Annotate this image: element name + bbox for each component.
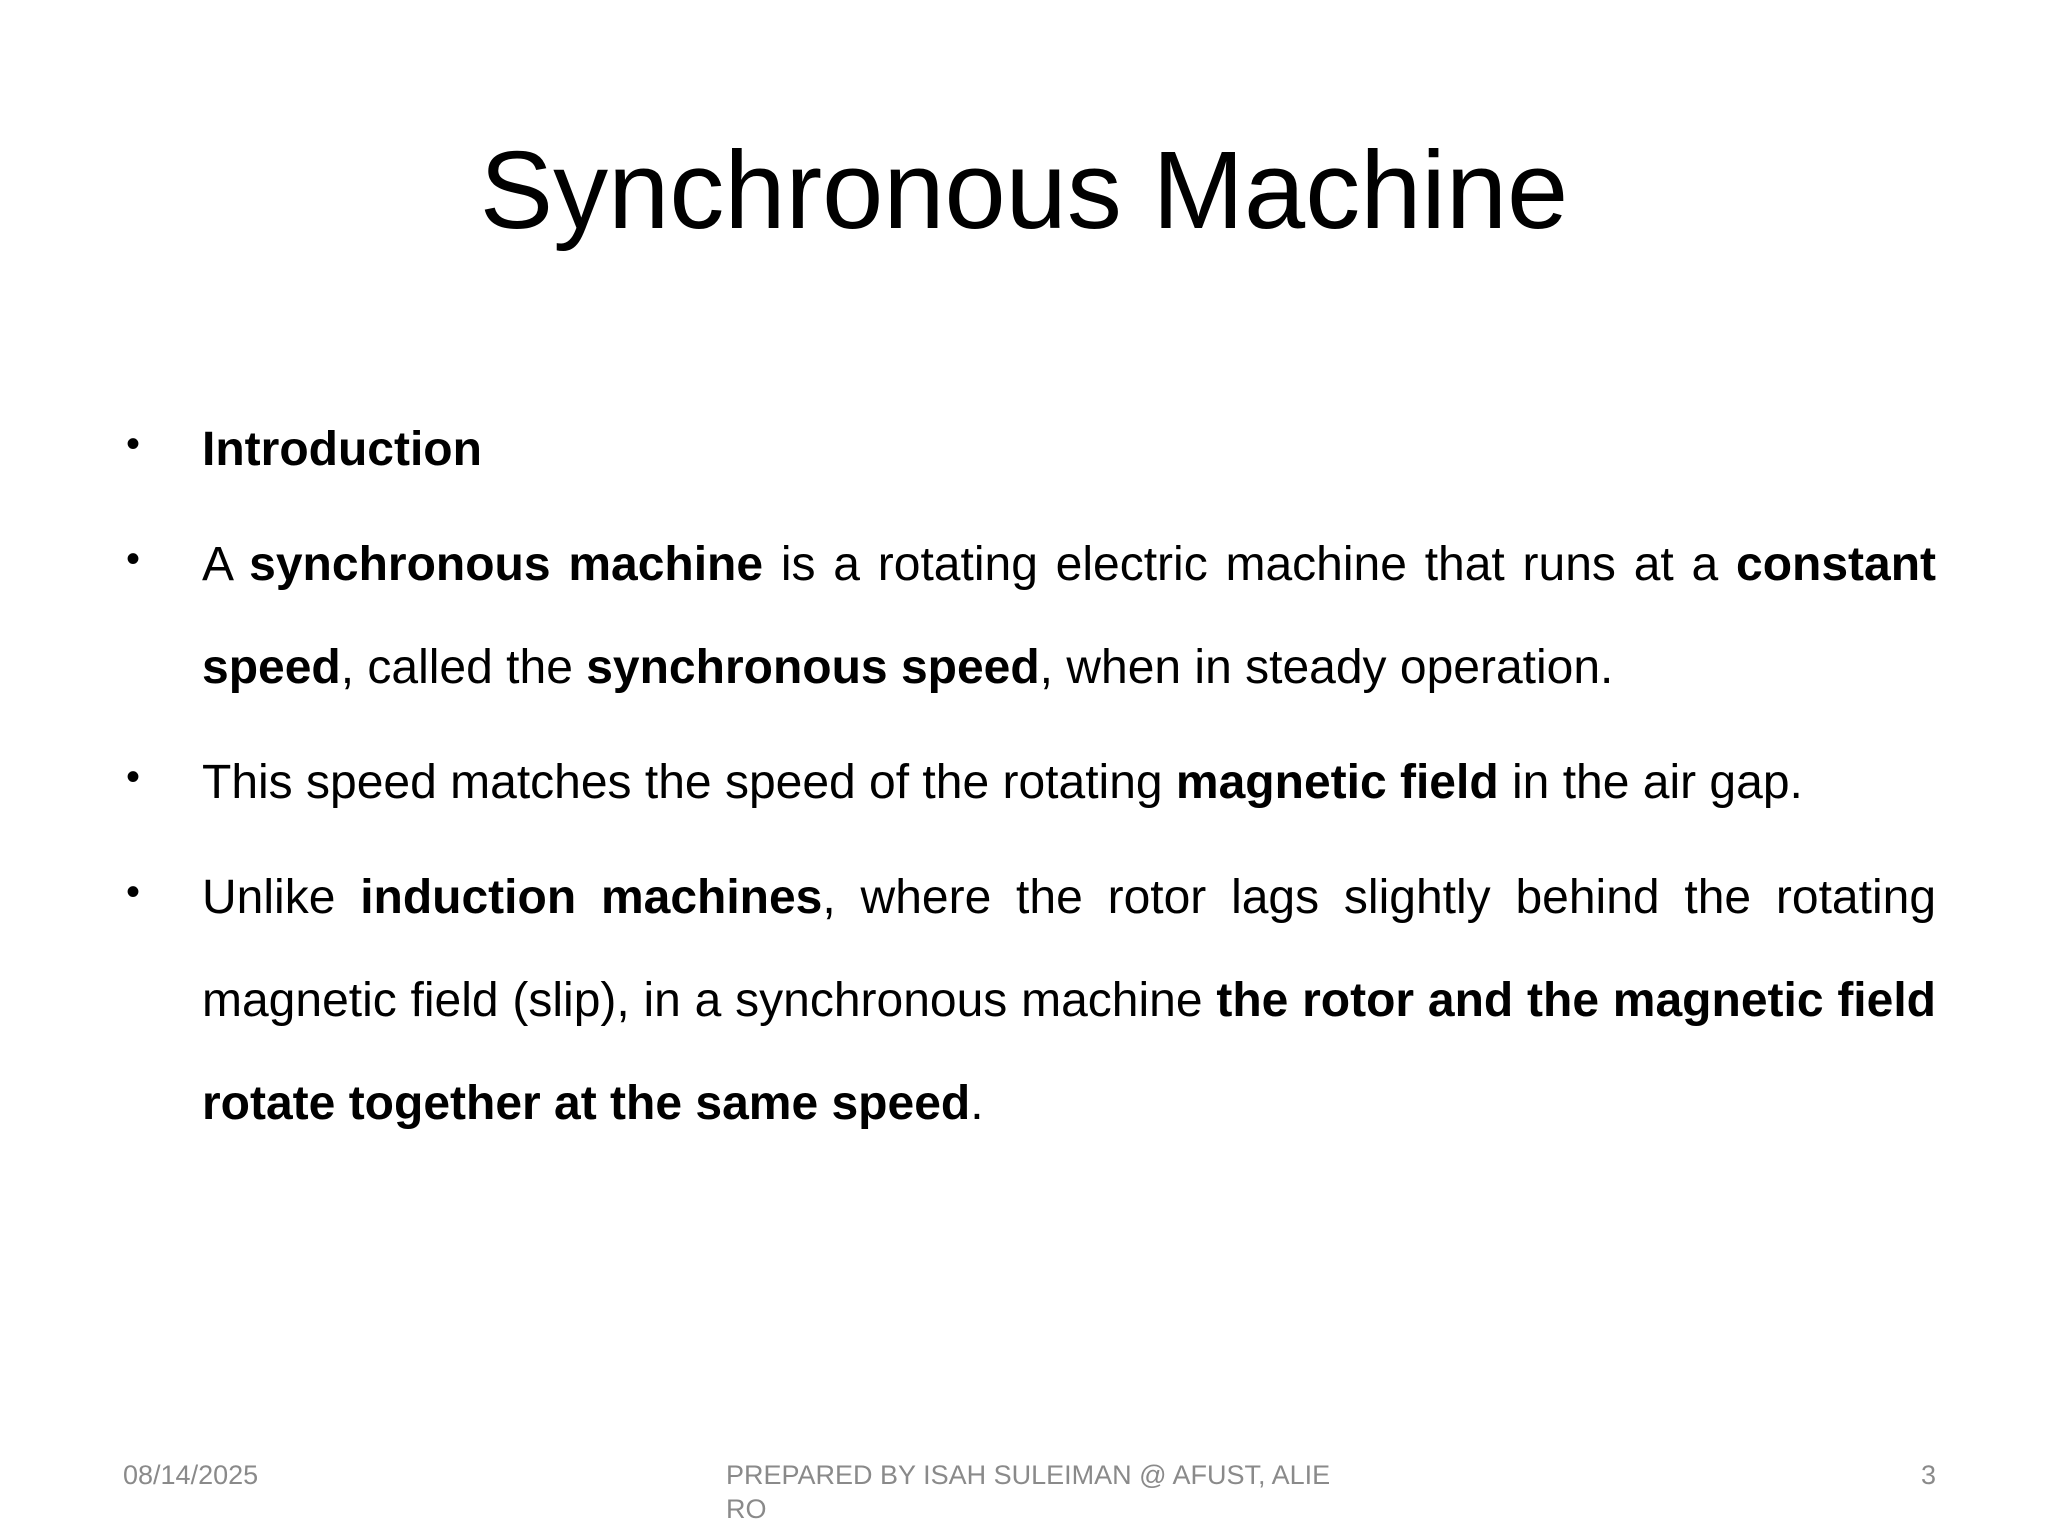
bullet-dot: •: [126, 422, 141, 466]
bold-text: synchronous speed: [586, 641, 1040, 694]
body-text: This speed matches the speed of the rotating: [202, 756, 1176, 809]
bold-text: the rotor and the magnetic field rotate together at the same speed: [202, 974, 1936, 1130]
bullet-dot: •: [126, 870, 141, 914]
body-text: A: [202, 538, 250, 591]
bullet-dot: •: [126, 755, 141, 799]
bullet-item: [120, 846, 1936, 1155]
footer-author: PREPARED BY ISAH SULEIMAN @ AFUST, ALIERO: [726, 1460, 1331, 1524]
body-text: , where the rotor lags slightly behind the rotating magnetic field (slip), in a synchronous machine: [202, 871, 1937, 1027]
bullet-item: [120, 513, 1936, 719]
bold-text: Introduction: [202, 423, 482, 476]
body-text: .: [970, 1077, 984, 1130]
bold-text: induction machines: [360, 871, 823, 924]
footer-date: 08/14/2025: [123, 1460, 259, 1490]
body-text: Unlike: [202, 871, 361, 924]
footer-page-number: 3: [1920, 1460, 1936, 1490]
bold-text: synchronous machine: [249, 538, 764, 591]
bold-text: magnetic field: [1175, 756, 1499, 809]
body-text: in the air gap.: [1498, 756, 1803, 809]
bullet-item: [120, 398, 1936, 501]
body-text: , when in steady operation.: [1039, 641, 1614, 694]
bullet-list: [120, 398, 1936, 1167]
bold-text: constant speed: [202, 538, 1937, 694]
bullet-dot: •: [126, 537, 141, 581]
body-text: , called the: [340, 641, 587, 694]
bullet-item: [120, 731, 1936, 834]
body-text: is a rotating electric machine that runs at a: [763, 538, 1736, 591]
slide-title: Synchronous Machine: [479, 129, 1569, 252]
